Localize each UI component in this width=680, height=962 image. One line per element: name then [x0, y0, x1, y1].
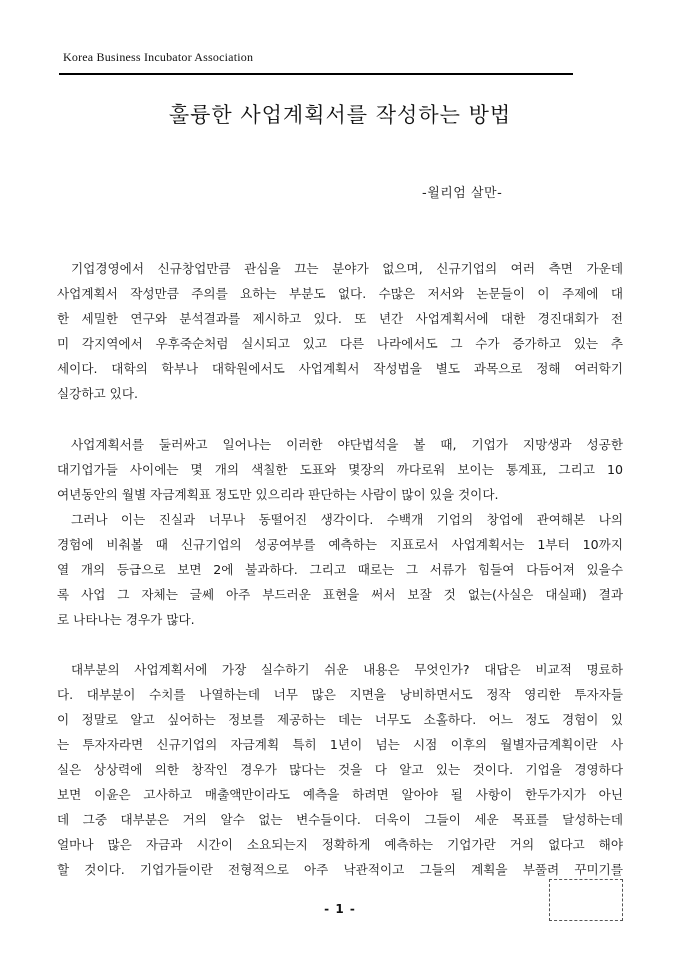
text-line: 이 정말로 알고 싶어하는 정보를 제공하는 데는 너무도 소홀하다. 어느 정도 경험이 있 — [57, 712, 623, 727]
text-line: 여년동안의 월별 자금계획표 정도만 있으리라 판단하는 사람이 많이 있을 것이다. — [57, 487, 499, 502]
text-line: 대부분의 사업계획서에 가장 실수하기 쉬운 내용은 무엇인가? 대답은 비교적 명료하 — [71, 662, 623, 677]
document-author: -윌리엄 살만- — [422, 186, 503, 201]
text-line: 한 세밀한 연구와 분석결과를 제시하고 있다. 또 년간 사업계획서에 대한 경진대회가 전 — [57, 311, 623, 326]
text-line: 경험에 비춰볼 때 신규기업의 성공여부를 예측하는 지표로서 사업계획서는 1부터 10까지 — [57, 537, 623, 552]
page-number: - 1 - — [324, 902, 356, 916]
text-line: 사업계획서 작성만큼 주의를 요하는 부분도 없다. 수많은 저서와 논문들이 이 주제에 대 — [57, 286, 623, 301]
text-line: 실은 상상력에 의한 창작인 경우가 많다는 것을 다 알고 있는 것이다. 기업을 경영하다 — [57, 762, 623, 777]
text-line: 할 것이다. 기업가들이란 전형적으로 아주 낙관적이고 그들의 계획을 부풀려 꾸미기를 — [57, 862, 623, 877]
text-line: 데 그중 대부분은 거의 알수 없는 변수들이다. 더욱이 그들이 세운 목표를 달성하는데 — [57, 812, 623, 827]
header-org: Korea Business Incubator Association — [63, 50, 254, 64]
text-line: 다. 대부분이 수치를 나열하는데 너무 많은 지면을 낭비하면서도 정작 영리한 투자자들 — [57, 687, 623, 702]
text-line: 얼마나 많은 자금과 시간이 소요되는지 정확하게 예측하는 기업가란 거의 없다고 해야 — [57, 837, 623, 852]
text-line: 대기업가들 사이에는 몇 개의 색칠한 도표와 몇장의 까다로워 보이는 통계표, 그리고 10 — [57, 462, 623, 477]
document-title: 훌륭한 사업계획서를 작성하는 방법 — [168, 103, 512, 127]
text-line: 열 개의 등급으로 보면 2에 불과하다. 그리고 때로는 그 서류가 힘들여 다듬어져 있을수 — [57, 562, 623, 577]
text-line: 기업경영에서 신규창업만큼 관심을 끄는 분야가 없으며, 신규기업의 여러 측면 가운데 — [71, 261, 623, 276]
text-line: 사업계획서를 둘러싸고 일어나는 이러한 야단법석을 볼 때, 기업가 지망생과 성공한 — [71, 437, 623, 452]
header-rule — [59, 73, 573, 75]
text-line: 실강하고 있다. — [57, 386, 138, 401]
text-line: 로 나타나는 경우가 많다. — [57, 612, 195, 627]
text-line: 세이다. 대학의 학부나 대학원에서도 사업계획서 작성법을 별도 과목으로 정해 여러학기 — [57, 361, 623, 376]
text-line: 보면 이윤은 고사하고 매출액만이라도 예측을 하려면 알아야 될 사항이 한두가지가 아닌 — [57, 787, 623, 802]
text-line: 는 투자자라면 신규기업의 자금계획 특히 1년이 넘는 시점 이후의 월별자금계획이란 사 — [57, 737, 623, 752]
text-line: 그러나 이는 진실과 너무나 동떨어진 생각이다. 수백개 기업의 창업에 관여해본 나의 — [71, 512, 623, 527]
text-line: 록 사업 그 자체는 글쎄 아주 부드러운 표현을 써서 보잘 것 없는(사실은 대실패) 결과 — [57, 587, 623, 602]
text-line: 미 각지역에서 우후죽순처럼 실시되고 있고 다른 나라에서도 그 수가 증가하고 있는 추 — [57, 336, 623, 351]
